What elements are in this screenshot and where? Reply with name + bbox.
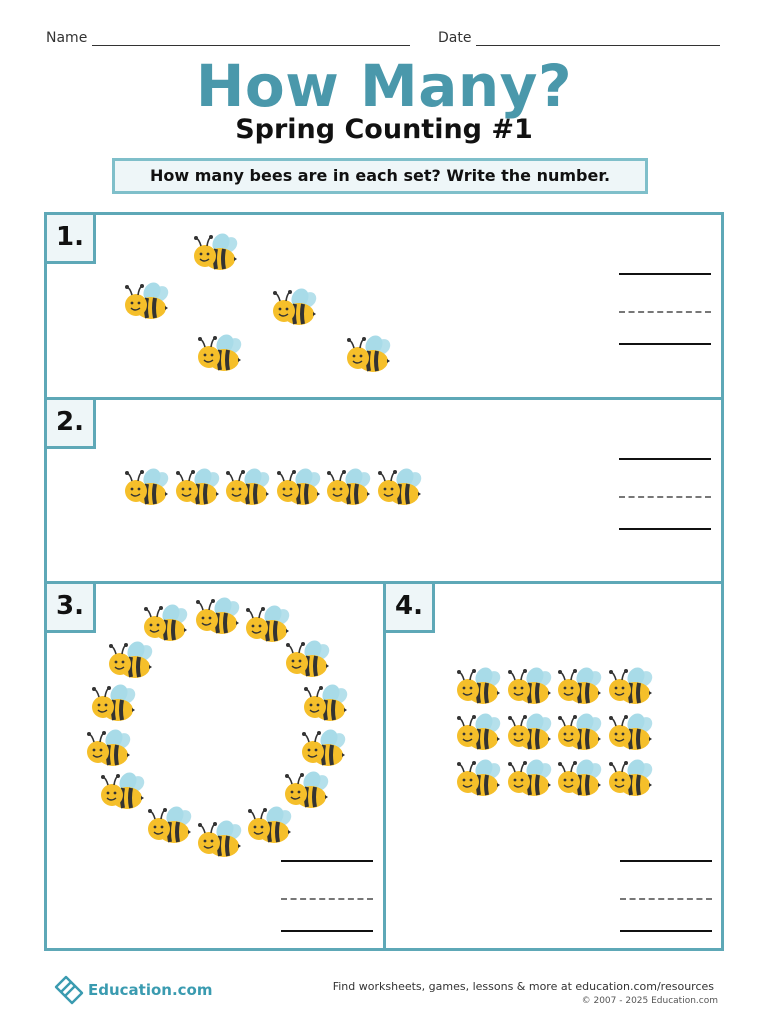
answer-lines[interactable] [620,860,712,938]
footer-tagline: Find worksheets, games, lessons & more at education.com/resources [332,980,714,993]
bee-icon [224,467,270,509]
bee-icon [192,232,238,274]
bee-icon [123,281,169,323]
bee-icon [455,712,501,754]
education-logo-icon [52,973,86,1007]
problem-panel-4 [383,581,724,951]
bee-icon [345,334,391,376]
answer-lines[interactable] [281,860,373,938]
bee-icon [123,467,169,509]
bee-icon [85,728,131,770]
page-subtitle: Spring Counting #1 [235,114,533,145]
bee-icon [325,467,371,509]
bee-icon [300,728,346,770]
bee-icon [271,287,317,329]
bee-icon [556,758,602,800]
bee-icon [196,819,242,861]
bee-icon [107,640,153,682]
bee-icon [196,333,242,375]
date-label: Date [438,30,472,46]
footer-copyright: © 2007 - 2025 Education.com [581,996,718,1006]
bee-icon [275,467,321,509]
name-line[interactable] [92,31,410,46]
bee-icon [284,639,330,681]
bee-icon [455,758,501,800]
bee-icon [90,683,136,725]
logo-text: Education.com [88,981,213,999]
bee-icon [556,712,602,754]
bee-icon [607,758,653,800]
name-label: Name [46,30,88,46]
bee-icon [556,666,602,708]
problem-number: 3. [44,581,96,633]
bee-icon [194,596,240,638]
bee-icon [99,771,145,813]
name-field[interactable] [46,30,410,46]
bee-icon [607,712,653,754]
bee-icon [607,666,653,708]
answer-lines[interactable] [619,458,711,536]
bee-icon [506,712,552,754]
bee-icon [142,603,188,645]
problem-number: 4. [383,581,435,633]
bee-icon [506,758,552,800]
bee-icon [376,467,422,509]
bee-icon [455,666,501,708]
date-line[interactable] [476,31,720,46]
answer-lines[interactable] [619,273,711,351]
problem-number: 1. [44,212,96,264]
bee-icon [246,805,292,847]
bee-icon [302,683,348,725]
problem-number: 2. [44,397,96,449]
date-field[interactable] [438,30,720,46]
bee-icon [146,805,192,847]
education-logo[interactable] [52,972,213,1008]
instruction-box: How many bees are in each set? Write the number. [112,158,648,194]
bee-icon [174,467,220,509]
page-title: How Many? [195,52,573,120]
bee-icon [506,666,552,708]
